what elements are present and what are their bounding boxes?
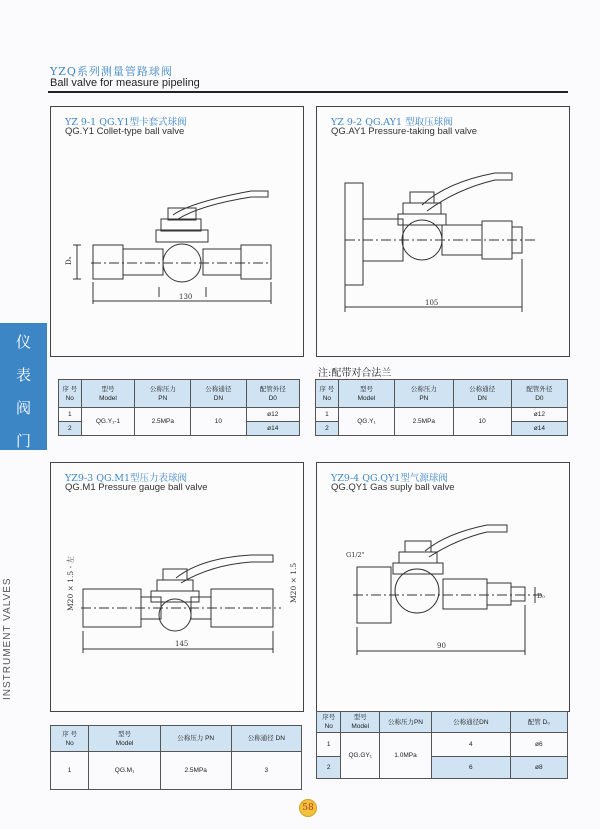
col-header-pressure: 公称压力 PN bbox=[395, 380, 453, 408]
table-cell: 1 bbox=[59, 408, 82, 422]
col-header-no: 序 号 No bbox=[59, 380, 82, 408]
side-tab-english: INSTRUMENT VALVES bbox=[2, 577, 13, 700]
panel-title-cn: YZ9-3 QG.M1型压力表球阀 bbox=[65, 473, 188, 484]
section-title-en: Ball valve for measure pipeling bbox=[50, 77, 200, 89]
col-header-d0: 配管 D₀ bbox=[510, 712, 567, 733]
dim-label: 105 bbox=[425, 299, 439, 307]
panel-title-en: QG.AY1 Pressure-taking ball valve bbox=[331, 126, 478, 137]
side-tab-char: 门 bbox=[15, 432, 31, 450]
table-cell: ø12 bbox=[511, 408, 567, 422]
panel-qg-ay1 bbox=[316, 106, 570, 357]
valve-drawing bbox=[317, 107, 569, 356]
table-cell: 1.0MPa bbox=[379, 733, 431, 779]
spec-table-qg-m1 bbox=[50, 725, 302, 790]
dim-label: 90 bbox=[437, 642, 446, 650]
valve-drawing bbox=[317, 463, 569, 711]
table-cell: 4 bbox=[432, 733, 511, 757]
table-cell: 2.5MPa bbox=[135, 408, 191, 436]
col-header-pressure: 公称压力 PN bbox=[135, 380, 191, 408]
table-cell: 2 bbox=[59, 422, 82, 436]
table-row bbox=[51, 752, 302, 790]
dim-label: D₀ bbox=[537, 592, 545, 600]
panel-qg-m1 bbox=[50, 462, 304, 712]
table-header-row bbox=[316, 380, 568, 408]
table-cell: QG.M₁ bbox=[89, 752, 161, 790]
table-cell: 10 bbox=[191, 408, 246, 436]
col-header-dn: 公称通径 DN bbox=[453, 380, 511, 408]
table-header-row bbox=[59, 380, 300, 408]
col-header-model: 型号 Model bbox=[81, 380, 135, 408]
col-header-dn: 公称通径 DN bbox=[191, 380, 246, 408]
side-tab-char: 阀 bbox=[15, 399, 31, 417]
valve-drawing bbox=[51, 107, 303, 356]
dim-label: 130 bbox=[179, 293, 193, 301]
section-title-cn: YZQ系列测量管路球阀 bbox=[50, 65, 173, 78]
table-cell: 1 bbox=[317, 733, 341, 757]
table-header-row bbox=[317, 712, 568, 733]
flange-note: 注:配带对合法兰 bbox=[318, 368, 392, 379]
table-row bbox=[317, 733, 568, 757]
table-cell: 10 bbox=[453, 408, 511, 436]
table-cell: 6 bbox=[432, 757, 511, 779]
table-cell: 3 bbox=[231, 752, 301, 790]
panel-title-cn: YZ 9-2 QG.AY1 型取压球阀 bbox=[331, 117, 453, 128]
table-cell: 1 bbox=[51, 752, 89, 790]
col-header-model: 型号 Model bbox=[338, 380, 394, 408]
valve-drawing bbox=[51, 463, 303, 711]
table-cell: ø6 bbox=[510, 733, 567, 757]
header-rule bbox=[48, 91, 568, 93]
spec-table-qg-ay1 bbox=[315, 379, 568, 436]
table-cell: 2 bbox=[316, 422, 339, 436]
panel-title-cn: YZ9-4 QG.QY1型气源球阀 bbox=[331, 473, 448, 484]
col-header-dn: 公称通径 DN bbox=[231, 726, 301, 752]
side-tab-char: 仪 bbox=[15, 333, 31, 351]
table-row bbox=[316, 408, 568, 422]
table-cell: QG.Y₁ bbox=[338, 408, 394, 436]
col-header-model: 型号 Model bbox=[89, 726, 161, 752]
panel-title-en: QG.QY1 Gas suply ball valve bbox=[331, 482, 455, 493]
panel-title-en: QG.M1 Pressure gauge ball valve bbox=[65, 482, 208, 493]
table-cell: ø12 bbox=[246, 408, 299, 422]
col-header-model: 型号 Model bbox=[341, 712, 380, 733]
table-cell: ø14 bbox=[246, 422, 299, 436]
panel-qg-qy1 bbox=[316, 462, 570, 712]
dim-label: 145 bbox=[175, 640, 189, 648]
col-header-no: 序号 No bbox=[317, 712, 341, 733]
dim-label: Dₙ bbox=[65, 256, 73, 265]
spec-table-qg-qy1 bbox=[316, 711, 568, 779]
table-cell: ø14 bbox=[511, 422, 567, 436]
table-header-row bbox=[51, 726, 302, 752]
dim-label: M20 × 1.5 bbox=[289, 562, 298, 603]
side-category-tab bbox=[0, 323, 47, 450]
col-header-pressure: 公称压力PN bbox=[379, 712, 431, 733]
panel-title-en: QG.Y1 Collet-type ball valve bbox=[65, 126, 185, 137]
panel-title-cn: YZ 9-1 QG.Y1型卡套式球阀 bbox=[65, 117, 187, 128]
col-header-d0: 配管外径 D0 bbox=[511, 380, 567, 408]
col-header-pressure: 公称压力 PN bbox=[160, 726, 231, 752]
table-cell: QG.GY₁ bbox=[341, 733, 380, 779]
table-cell: 2.5MPa bbox=[160, 752, 231, 790]
table-cell: ø8 bbox=[510, 757, 567, 779]
page-number: 58 bbox=[299, 799, 317, 817]
spec-table-qg-y1 bbox=[58, 379, 300, 436]
table-row bbox=[59, 408, 300, 422]
table-cell: QG.Y₁-1 bbox=[81, 408, 135, 436]
col-header-no: 序 号 No bbox=[51, 726, 89, 752]
side-tab-char: 表 bbox=[15, 366, 31, 384]
table-cell: 2.5MPa bbox=[395, 408, 453, 436]
col-header-d0: 配管外径 D0 bbox=[246, 380, 299, 408]
col-header-no: 序 号 No bbox=[316, 380, 339, 408]
table-cell: 1 bbox=[316, 408, 339, 422]
dim-label: G1/2" bbox=[346, 551, 365, 559]
table-cell: 2 bbox=[317, 757, 341, 779]
col-header-dn: 公称通径DN bbox=[432, 712, 511, 733]
dim-label: M20 × 1.5 - 左 bbox=[66, 555, 75, 611]
panel-qg-y1 bbox=[50, 106, 304, 357]
